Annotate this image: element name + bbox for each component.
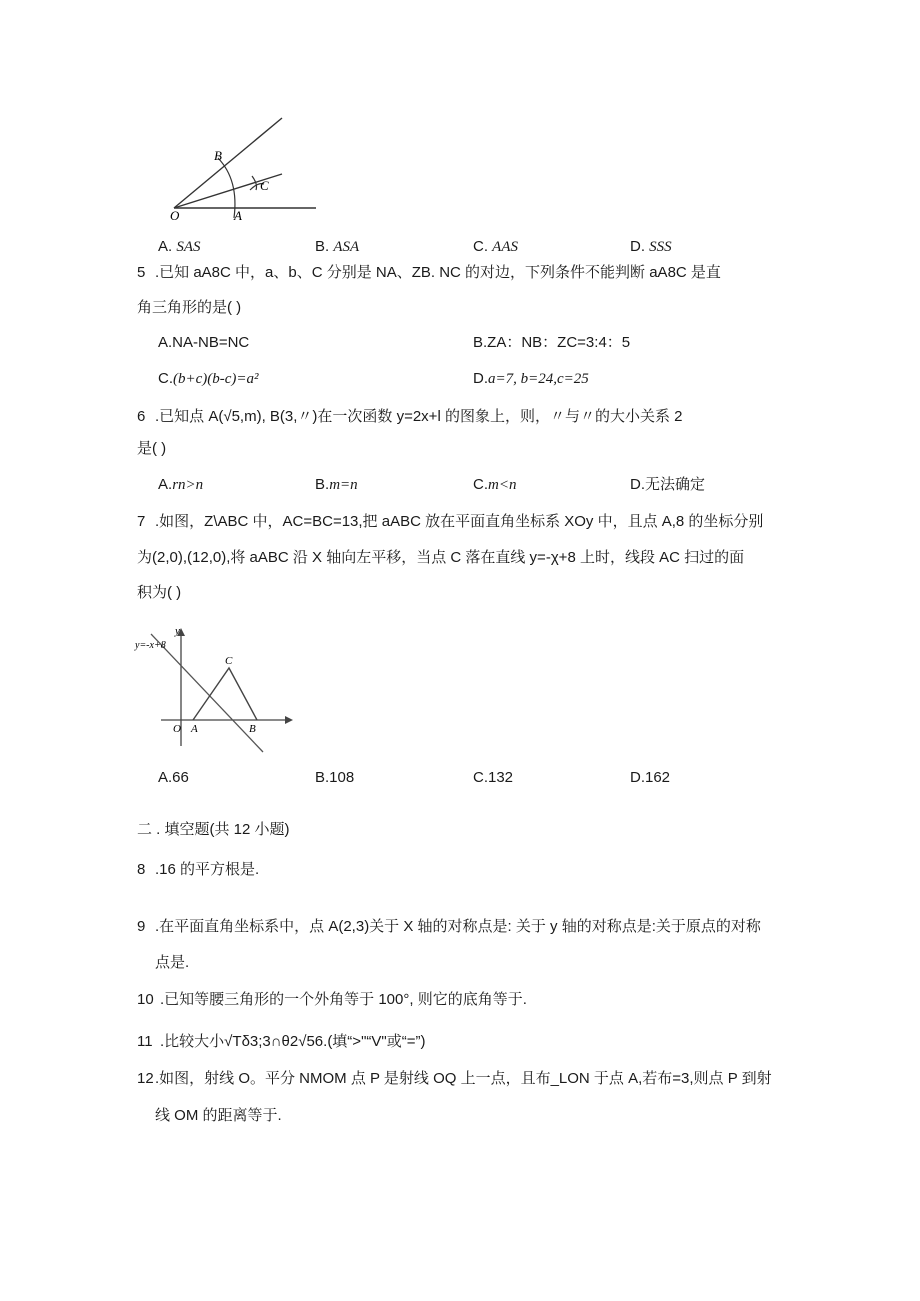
coordinate-figure <box>133 622 293 754</box>
y-axis-label: y <box>175 625 180 637</box>
q5-line1: .已知 aA8C 中，a、b、C 分别是 NA、ZB. NC 的对边，下列条件不能判断 aA8C 是直 <box>155 264 721 281</box>
construction-arc-ab <box>218 158 235 218</box>
label-b: B <box>214 148 222 163</box>
q8-number: 8 <box>137 861 146 878</box>
q9-line1: .在平面直角坐标系中，点 A(2,3)关于 X 轴的对称点是: 关于 y 轴的对称点是:关于原点的对称 <box>155 918 761 935</box>
q6-option-b: B.m=n <box>315 476 358 493</box>
q11-number: 11 <box>137 1033 153 1050</box>
q7-line2: 为(2,0),(12,0),将 aABC 沿 X 轴向左平移，当点 C 落在直线 y=-χ+8 上时，线段 AC 扫过的面 <box>137 549 745 566</box>
x-axis-arrow <box>285 716 293 724</box>
q7-line1: .如图，Z\ABC 中，AC=BC=13,把 aABC 放在平面直角坐标系 XOy 中，且点 A,8 的坐标分别 <box>155 513 764 530</box>
label-point-a: A <box>191 723 198 735</box>
q10-number: 10 <box>137 991 154 1008</box>
q7-line3: 积为( ) <box>137 584 182 601</box>
label-point-b: B <box>249 723 256 735</box>
label-a: A <box>234 208 242 223</box>
q7-option-c: C.132 <box>473 769 514 786</box>
q7-option-b: B.108 <box>315 769 355 786</box>
q4-option-a: A. SAS <box>158 238 201 255</box>
label-c: C <box>260 178 269 193</box>
q5-option-c: C.(b+c)(b-c)=a² <box>158 370 259 387</box>
line-y-neg-x-plus-8 <box>151 634 263 752</box>
label-o: O <box>170 208 180 223</box>
q6-option-d: D.无法确定 <box>630 476 706 493</box>
q7-option-d: D.162 <box>630 769 671 786</box>
q4-option-c: C. AAS <box>473 238 518 255</box>
q6-line2: 是( ) <box>137 440 167 457</box>
q5-number: 5 <box>137 264 146 281</box>
q10-text: .已知等腰三角形的一个外角等于 100°, 则它的底角等于. <box>160 991 527 1008</box>
q12-number: 12 <box>137 1070 154 1087</box>
q6-option-a: A.rn>n <box>158 476 204 493</box>
q5-option-a: A.NA-NB=NC <box>158 334 250 351</box>
q6-line1: .已知点 A(√5,m), B(3,〃)在一次函数 y=2x+l 的图象上，则，〃与〃的大小关系 2 <box>155 408 683 425</box>
label-origin: O <box>173 723 181 735</box>
q5-option-b: B.ZA：NB：ZC=3:4：5 <box>473 334 631 351</box>
q12-line1: .如图，射线 O。平分 NMOM 点 P 是射线 OQ 上一点，且布_LON 于点 A,若布=3,则点 P 到射 <box>155 1070 772 1087</box>
q9-line2: 点是. <box>155 954 190 971</box>
q8-text: .16 的平方根是. <box>155 861 260 878</box>
line-label: y=-x+8 <box>135 640 166 651</box>
ray-ob <box>174 118 282 208</box>
q9-number: 9 <box>137 918 146 935</box>
angle-construction-figure <box>160 110 330 230</box>
q6-option-c: C.m<n <box>473 476 517 493</box>
q7-number: 7 <box>137 513 146 530</box>
q7-option-a: A.66 <box>158 769 189 786</box>
section-2-title: 二 . 填空题(共 12 小题) <box>137 821 290 838</box>
q6-number: 6 <box>137 408 146 425</box>
q5-line2: 角三角形的是( ) <box>137 299 242 316</box>
q4-option-d: D. SSS <box>630 238 672 255</box>
q5-option-d: D.a=7, b=24,c=25 <box>473 370 589 387</box>
label-point-c: C <box>225 655 233 667</box>
q4-option-b: B. ASA <box>315 238 360 255</box>
q12-line2: 线 OM 的距离等于. <box>155 1107 282 1124</box>
q11-text: .比较大小√Tδ3;3∩θ2√56.(填“>"“V"或“=”) <box>160 1033 426 1050</box>
